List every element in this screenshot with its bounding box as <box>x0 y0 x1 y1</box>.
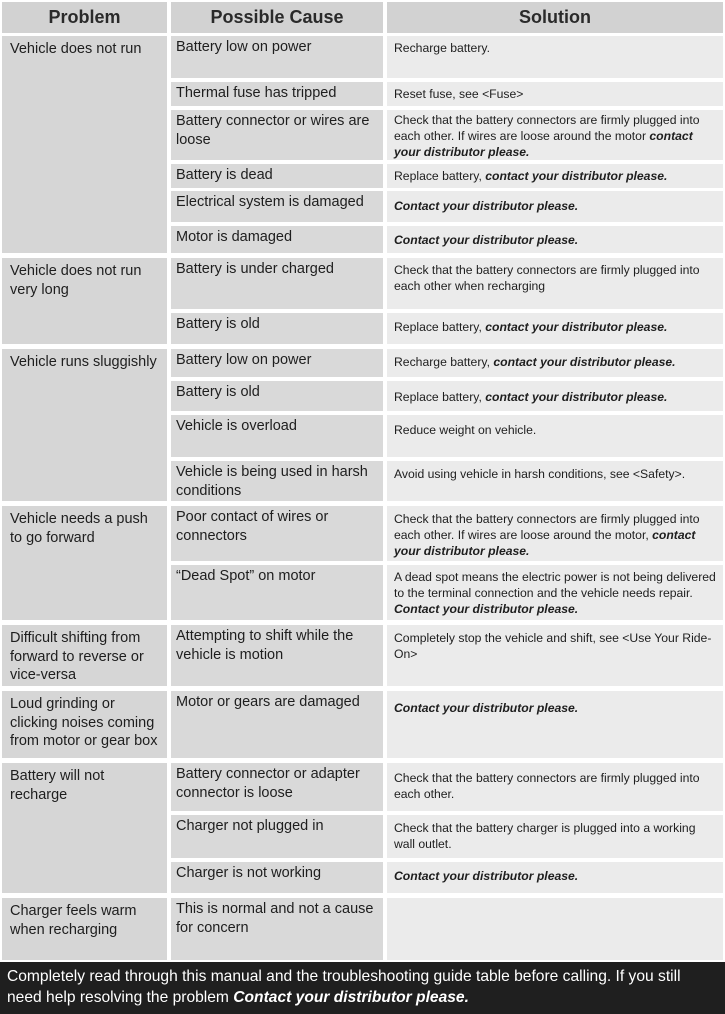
problem-cell: Vehicle does not run very long <box>2 258 167 344</box>
header-solution: Solution <box>387 2 723 33</box>
solution-cell: Check that the battery connectors are firmly plugged into each other. <box>387 763 723 811</box>
solution-cell: Check that the battery charger is plugged into a working wall outlet. <box>387 815 723 858</box>
cause-cell: Vehicle is being used in harsh conditions <box>171 461 383 501</box>
header-problem: Problem <box>2 2 167 33</box>
cause-cell: This is normal and not a cause for concern <box>171 898 383 960</box>
problem-cell: Vehicle runs sluggishly <box>2 349 167 501</box>
solution-cell: Replace battery, contact your distributor please. <box>387 313 723 344</box>
cause-cell: Battery connector or wires are loose <box>171 110 383 160</box>
solution-cell: A dead spot means the electric power is not being delivered to the terminal connection and the vehicle needs repair. Contact your distributor please. <box>387 565 723 620</box>
solution-cell: Replace battery, contact your distributor please. <box>387 164 723 188</box>
problem-cell: Difficult shifting from forward to reverse or vice-versa <box>2 625 167 686</box>
solution-cell: Check that the battery connectors are firmly plugged into each other. If wires are loose around the motor, contact your distributor please. <box>387 506 723 561</box>
header-possible-cause: Possible Cause <box>171 2 383 33</box>
cause-cell: Battery is under charged <box>171 258 383 309</box>
cause-cell: Battery low on power <box>171 36 383 78</box>
cause-cell: Battery is old <box>171 313 383 344</box>
problem-cell: Vehicle does not run <box>2 36 167 253</box>
solution-cell: Reset fuse, see <Fuse> <box>387 82 723 106</box>
problem-cell: Vehicle needs a push to go forward <box>2 506 167 620</box>
cause-cell: Electrical system is damaged <box>171 191 383 222</box>
solution-cell <box>387 898 723 960</box>
cause-cell: Thermal fuse has tripped <box>171 82 383 106</box>
solution-cell: Contact your distributor please. <box>387 862 723 893</box>
cause-cell: Attempting to shift while the vehicle is motion <box>171 625 383 686</box>
solution-cell: Recharge battery. <box>387 36 723 78</box>
solution-cell: Check that the battery connectors are firmly plugged into each other when recharging <box>387 258 723 309</box>
cause-cell: Motor is damaged <box>171 226 383 253</box>
solution-cell: Contact your distributor please. <box>387 191 723 222</box>
solution-cell: Contact your distributor please. <box>387 691 723 758</box>
footer-note: Completely read through this manual and the troubleshooting guide table before calling. If you still need help resolving the problem Contact your distributor please. <box>0 962 725 1014</box>
solution-cell: Recharge battery, contact your distributor please. <box>387 349 723 377</box>
solution-cell: Completely stop the vehicle and shift, see <Use Your Ride-On> <box>387 625 723 686</box>
solution-cell: Avoid using vehicle in harsh conditions, see <Safety>. <box>387 461 723 501</box>
solution-cell: Reduce weight on vehicle. <box>387 415 723 457</box>
cause-cell: Battery is old <box>171 381 383 411</box>
cause-cell: Battery is dead <box>171 164 383 188</box>
cause-cell: Battery connector or adapter connector is loose <box>171 763 383 811</box>
solution-cell: Replace battery, contact your distributor please. <box>387 381 723 411</box>
cause-cell: Charger is not working <box>171 862 383 893</box>
solution-cell: Contact your distributor please. <box>387 226 723 253</box>
cause-cell: Poor contact of wires or connectors <box>171 506 383 561</box>
cause-cell: “Dead Spot” on motor <box>171 565 383 620</box>
cause-cell: Charger not plugged in <box>171 815 383 858</box>
problem-cell: Loud grinding or clicking noises coming from motor or gear box <box>2 691 167 758</box>
problem-cell: Charger feels warm when recharging <box>2 898 167 960</box>
problem-cell: Battery will not recharge <box>2 763 167 893</box>
cause-cell: Vehicle is overload <box>171 415 383 457</box>
solution-cell: Check that the battery connectors are firmly plugged into each other. If wires are loose around the motor contact your distributor please. <box>387 110 723 160</box>
cause-cell: Motor or gears are damaged <box>171 691 383 758</box>
cause-cell: Battery low on power <box>171 349 383 377</box>
